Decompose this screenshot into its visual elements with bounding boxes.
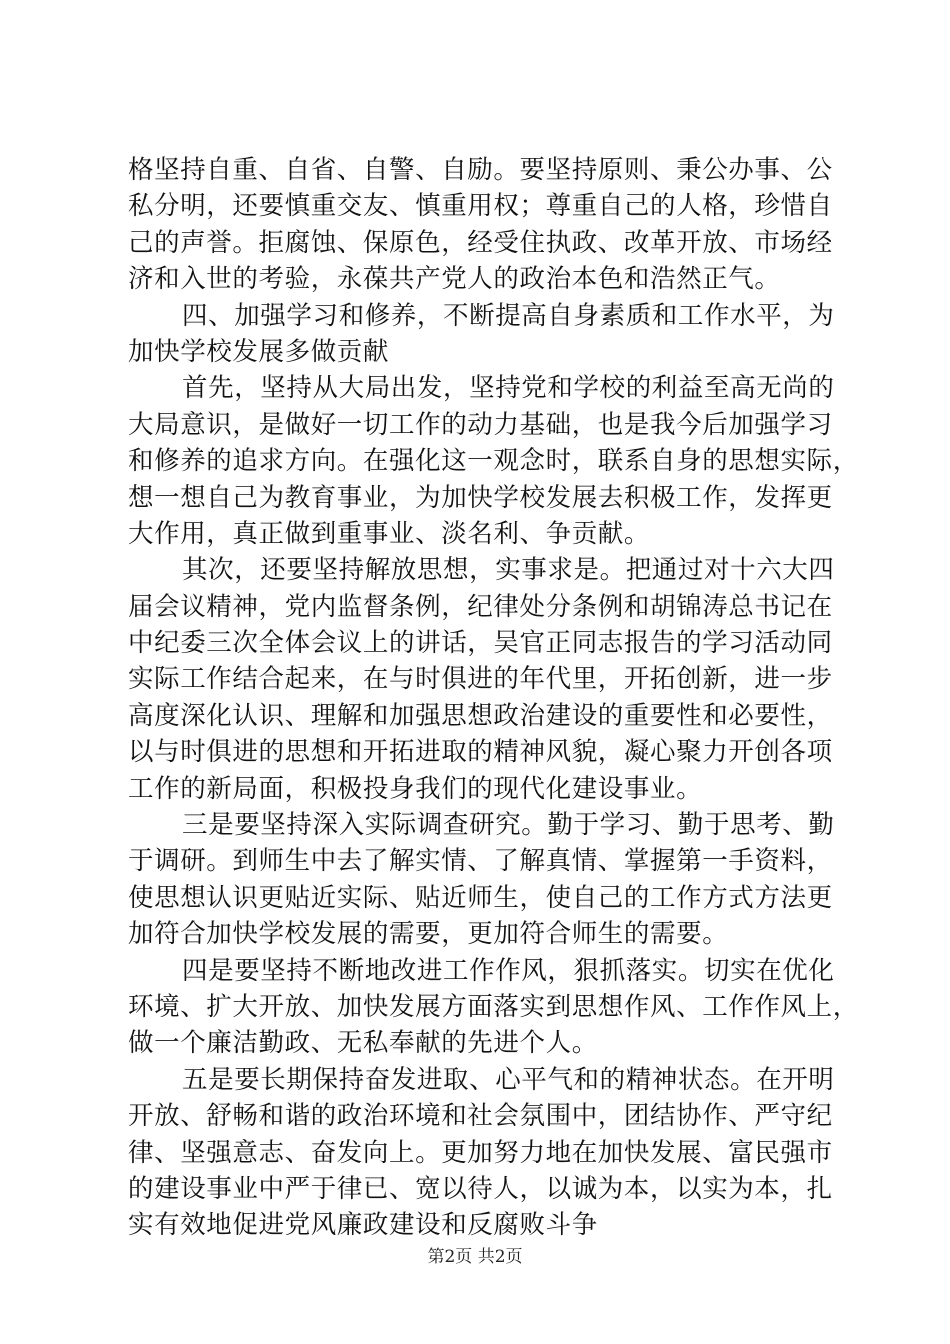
- text-line: 实际工作结合起来，在与时俱进的年代里，开拓创新，进一步: [128, 664, 833, 695]
- text-line: 私分明，还要慎重交友、慎重用权；尊重自己的人格，珍惜自: [128, 191, 833, 222]
- text-line: 的建设事业中严于律已、宽以待人，以诚为本，以实为本，扎: [128, 1173, 833, 1204]
- text-line: 使思想认识更贴近实际、贴近师生，使自己的工作方式方法更: [128, 882, 833, 913]
- text-line: 加符合加快学校发展的需要，更加符合师生的需要。: [128, 919, 729, 950]
- text-line: 工作的新局面，积极投身我们的现代化建设事业。: [128, 773, 703, 804]
- text-line: 己的声誉。拒腐蚀、保原色，经受住执政、改革开放、市场经: [128, 227, 833, 258]
- text-line: 做一个廉洁勤政、无私奉献的先进个人。: [128, 1028, 598, 1059]
- text-line: 五是要长期保持奋发进取、心平气和的精神状态。在开明: [182, 1064, 835, 1095]
- text-line: 三是要坚持深入实际调查研究。勤于学习、勤于思考、勤: [182, 810, 835, 841]
- text-line: 想一想自己为教育事业，为加快学校发展去积极工作，发挥更: [128, 482, 833, 513]
- text-line: 开放、舒畅和谐的政治环境和社会氛围中，团结协作、严守纪: [128, 1101, 833, 1132]
- text-line: 四、加强学习和修养，不断提高自身素质和工作水平，为: [182, 300, 835, 331]
- text-line: 四是要坚持不断地改进工作作风，狠抓落实。切实在优化: [182, 955, 835, 986]
- text-line: 届会议精神，党内监督条例，纪律处分条例和胡锦涛总书记在: [128, 591, 833, 622]
- text-line: 大局意识，是做好一切工作的动力基础，也是我今后加强学习: [128, 409, 833, 440]
- text-line: 以与时俱进的思想和开拓进取的精神风貌，凝心聚力开创各项: [128, 737, 833, 768]
- text-line: 大作用，真正做到重事业、淡名利、争贡献。: [128, 518, 651, 549]
- text-line: 加快学校发展多做贡献: [128, 336, 390, 367]
- text-line: 格坚持自重、自省、自警、自励。要坚持原则、秉公办事、公: [128, 155, 833, 185]
- text-line: 其次，还要坚持解放思想，实事求是。把通过对十六大四: [182, 555, 835, 586]
- document-body: [128, 152, 859, 1244]
- text-line: 实有效地促进党风廉政建设和反腐败斗争: [128, 1210, 598, 1241]
- text-line: 律、坚强意志、奋发向上。更加努力地在加快发展、富民强市: [128, 1137, 833, 1168]
- text-line: 于调研。到师生中去了解实情、了解真情、掌握第一手资料，: [128, 846, 833, 877]
- text-line: 高度深化认识、理解和加强思想政治建设的重要性和必要性，: [128, 700, 833, 731]
- text-line: 环境、扩大开放、加快发展方面落实到思想作风、工作作风上，: [128, 991, 859, 1022]
- page-footer: 第2页 共2页: [427, 1247, 523, 1267]
- text-line: 和修养的追求方向。在强化这一观念时，联系自身的思想实际，: [128, 446, 859, 477]
- text-line: 首先，坚持从大局出发，坚持党和学校的利益至高无尚的: [182, 373, 835, 404]
- text-line: 济和入世的考验，永葆共产党人的政治本色和浩然正气。: [128, 264, 781, 295]
- text-line: 中纪委三次全体会议上的讲话，吴官正同志报告的学习活动同: [128, 628, 833, 659]
